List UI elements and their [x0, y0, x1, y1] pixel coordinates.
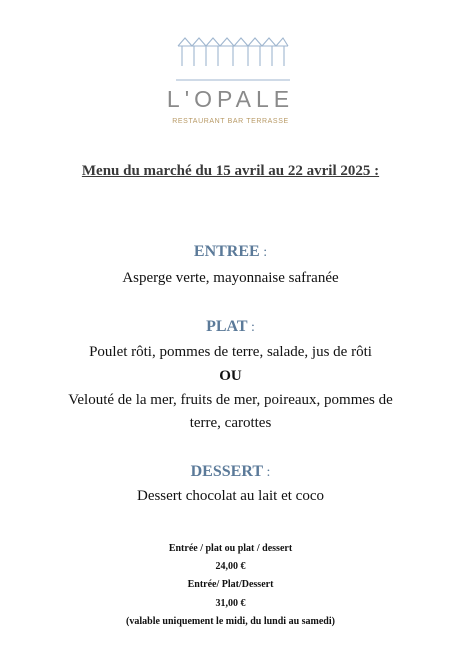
entree-heading	[0, 243, 461, 261]
logo-name: L'OPALE	[166, 86, 295, 112]
formula-2: Entrée/ Plat/Dessert	[187, 579, 274, 590]
formula-1: Entrée / plat ou plat / dessert	[168, 543, 293, 554]
entree-heading-label: ENTREE	[193, 243, 260, 260]
plat-or: OU	[219, 368, 242, 384]
entree-heading-suffix: :	[259, 245, 268, 260]
plat-heading-label: PLAT	[206, 318, 248, 335]
plat-dish-2-line-1: Velouté de la mer, fruits de mer, poireaux, pommes de	[68, 392, 393, 408]
price-1: 24,00 €	[215, 561, 246, 572]
dessert-heading	[0, 463, 461, 481]
entree-dish: Asperge verte, mayonnaise safranée	[122, 270, 339, 286]
dessert-heading-suffix: :	[262, 465, 271, 480]
price-2: 31,00 €	[215, 598, 246, 609]
logo-tagline: RESTAURANT BAR TERRASSE	[172, 118, 289, 125]
plat-heading-suffix: :	[247, 320, 255, 335]
plat-dish-2-line-2: terre, carottes	[189, 415, 272, 431]
pricing-note: (valable uniquement le midi, du lundi au samedi)	[126, 616, 335, 627]
dessert-dish: Dessert chocolat au lait et coco	[136, 488, 324, 504]
building-facade-logo-icon	[176, 32, 290, 84]
dessert-heading-label: DESSERT	[190, 463, 263, 480]
plat-dish-1: Poulet rôti, pommes de terre, salade, jus de rôti	[89, 344, 372, 360]
restaurant-logo	[0, 30, 461, 130]
menu-title: Menu du marché du 15 avril au 22 avril 2025 :	[81, 163, 380, 179]
plat-heading	[0, 318, 461, 336]
